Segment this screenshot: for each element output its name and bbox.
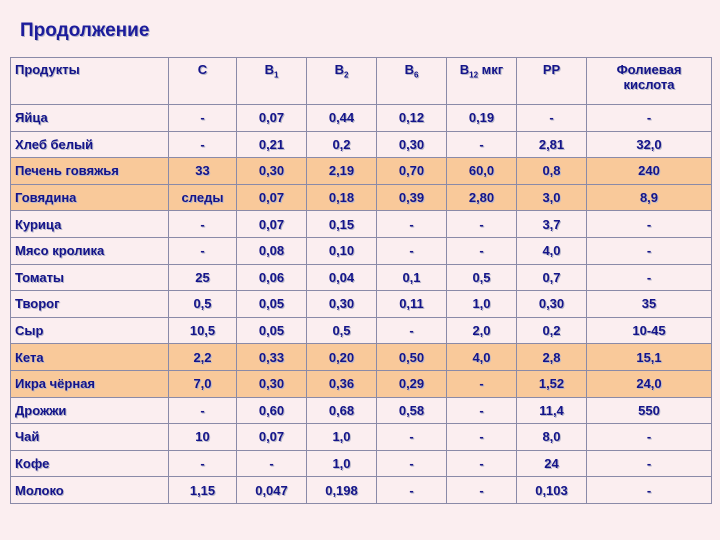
- header-b6-sub: 6: [413, 70, 419, 80]
- cell-folic: 10-45: [587, 317, 712, 344]
- cell-b12: 0,19: [447, 105, 517, 132]
- cell-b1: 0,30: [237, 370, 307, 397]
- cell-folic: -: [587, 211, 712, 238]
- cell-b6: 0,70: [377, 158, 447, 185]
- cell-b1: 0,05: [237, 291, 307, 318]
- cell-b2: 0,10: [307, 237, 377, 264]
- cell-b12: 0,5: [447, 264, 517, 291]
- cell-folic: 32,0: [587, 131, 712, 158]
- cell-folic: -: [587, 477, 712, 504]
- cell-folic: 24,0: [587, 370, 712, 397]
- cell-pp: 0,30: [517, 291, 587, 318]
- cell-b1: 0,60: [237, 397, 307, 424]
- table-row: [11, 237, 712, 264]
- cell-pp: 4,0: [517, 237, 587, 264]
- cell-pp: 0,103: [517, 477, 587, 504]
- cell-b6: 0,29: [377, 370, 447, 397]
- cell-b1: 0,047: [237, 477, 307, 504]
- cell-b12: -: [447, 477, 517, 504]
- cell-b1: -: [237, 450, 307, 477]
- cell-product: Творог: [11, 291, 169, 318]
- cell-b6: 0,12: [377, 105, 447, 132]
- table-row: [11, 450, 712, 477]
- cell-pp: 0,8: [517, 158, 587, 185]
- cell-c: 10: [169, 424, 237, 451]
- table-row: [11, 291, 712, 318]
- cell-product: Яйца: [11, 105, 169, 132]
- cell-b2: 0,198: [307, 477, 377, 504]
- cell-b12: -: [447, 211, 517, 238]
- cell-folic: 35: [587, 291, 712, 318]
- cell-c: 33: [169, 158, 237, 185]
- cell-b1: 0,07: [237, 211, 307, 238]
- cell-b2: 2,19: [307, 158, 377, 185]
- cell-product: Хлеб белый: [11, 131, 169, 158]
- header-b2: [307, 58, 377, 105]
- cell-b1: 0,30: [237, 158, 307, 185]
- cell-b12: 60,0: [447, 158, 517, 185]
- cell-folic: -: [587, 450, 712, 477]
- cell-product: Томаты: [11, 264, 169, 291]
- table-row: [11, 477, 712, 504]
- cell-b6: -: [377, 424, 447, 451]
- cell-pp: -: [517, 105, 587, 132]
- cell-b12: -: [447, 131, 517, 158]
- cell-b12: -: [447, 450, 517, 477]
- cell-c: 1,15: [169, 477, 237, 504]
- cell-folic: 240: [587, 158, 712, 185]
- cell-b6: -: [377, 450, 447, 477]
- table-row: [11, 211, 712, 238]
- cell-c: 10,5: [169, 317, 237, 344]
- cell-c: -: [169, 131, 237, 158]
- table-row: [11, 424, 712, 451]
- table-row: [11, 131, 712, 158]
- cell-b2: 0,44: [307, 105, 377, 132]
- cell-b12: -: [447, 370, 517, 397]
- cell-b12: 2,0: [447, 317, 517, 344]
- header-product: Продукты: [11, 58, 169, 105]
- cell-b2: 0,5: [307, 317, 377, 344]
- cell-product: Печень говяжья: [11, 158, 169, 185]
- cell-b1: 0,21: [237, 131, 307, 158]
- cell-pp: 11,4: [517, 397, 587, 424]
- header-b6-letter: B: [404, 62, 414, 77]
- cell-folic: -: [587, 237, 712, 264]
- cell-c: 2,2: [169, 344, 237, 371]
- cell-b6: 0,58: [377, 397, 447, 424]
- cell-folic: -: [587, 264, 712, 291]
- cell-b2: 1,0: [307, 450, 377, 477]
- cell-b1: 0,33: [237, 344, 307, 371]
- header-folic-line2: кислота: [623, 77, 675, 92]
- cell-product: Дрожжи: [11, 397, 169, 424]
- cell-folic: -: [587, 105, 712, 132]
- cell-product: Икра чёрная: [11, 370, 169, 397]
- cell-b6: 0,30: [377, 131, 447, 158]
- cell-pp: 2,8: [517, 344, 587, 371]
- table-row: [11, 370, 712, 397]
- cell-product: Курица: [11, 211, 169, 238]
- cell-folic: 15,1: [587, 344, 712, 371]
- cell-b2: 0,36: [307, 370, 377, 397]
- cell-b12: 2,80: [447, 184, 517, 211]
- cell-pp: 0,2: [517, 317, 587, 344]
- cell-pp: 2,81: [517, 131, 587, 158]
- header-b12-sub: 12: [469, 70, 479, 80]
- cell-pp: 8,0: [517, 424, 587, 451]
- table-row: [11, 264, 712, 291]
- cell-b6: 0,1: [377, 264, 447, 291]
- cell-b2: 0,18: [307, 184, 377, 211]
- cell-c: -: [169, 450, 237, 477]
- header-row: [11, 58, 712, 105]
- header-b12-letter: B: [459, 62, 470, 77]
- cell-b1: 0,07: [237, 424, 307, 451]
- cell-product: Чай: [11, 424, 169, 451]
- cell-b2: 1,0: [307, 424, 377, 451]
- cell-c: 7,0: [169, 370, 237, 397]
- cell-pp: 1,52: [517, 370, 587, 397]
- cell-c: -: [169, 397, 237, 424]
- cell-b6: -: [377, 477, 447, 504]
- cell-b2: 0,30: [307, 291, 377, 318]
- cell-b2: 0,20: [307, 344, 377, 371]
- cell-b1: 0,08: [237, 237, 307, 264]
- cell-c: -: [169, 105, 237, 132]
- cell-product: Сыр: [11, 317, 169, 344]
- cell-b6: 0,39: [377, 184, 447, 211]
- cell-product: Говядина: [11, 184, 169, 211]
- header-folic: [587, 58, 712, 105]
- table-row: [11, 184, 712, 211]
- cell-product: Кофе: [11, 450, 169, 477]
- cell-b2: 0,2: [307, 131, 377, 158]
- header-b1: [237, 58, 307, 105]
- header-b2-sub: 2: [343, 70, 349, 80]
- cell-product: Кета: [11, 344, 169, 371]
- cell-b12: 4,0: [447, 344, 517, 371]
- cell-folic: -: [587, 424, 712, 451]
- cell-c: -: [169, 237, 237, 264]
- table-row: [11, 344, 712, 371]
- cell-b6: -: [377, 237, 447, 264]
- table-row: [11, 105, 712, 132]
- cell-b6: 0,11: [377, 291, 447, 318]
- cell-b1: 0,05: [237, 317, 307, 344]
- cell-b1: 0,07: [237, 105, 307, 132]
- cell-b6: -: [377, 211, 447, 238]
- cell-b6: -: [377, 317, 447, 344]
- header-b12: [447, 58, 517, 105]
- cell-c: 25: [169, 264, 237, 291]
- cell-b1: 0,06: [237, 264, 307, 291]
- cell-folic: 8,9: [587, 184, 712, 211]
- page-title: Продолжение: [20, 20, 150, 41]
- header-folic-line1: Фолиевая: [616, 62, 682, 77]
- cell-b6: 0,50: [377, 344, 447, 371]
- cell-b12: -: [447, 424, 517, 451]
- cell-c: 0,5: [169, 291, 237, 318]
- table-row: [11, 317, 712, 344]
- header-b1-sub: 1: [273, 70, 279, 80]
- cell-pp: 24: [517, 450, 587, 477]
- cell-c: следы: [169, 184, 237, 211]
- cell-folic: 550: [587, 397, 712, 424]
- cell-pp: 3,0: [517, 184, 587, 211]
- cell-b12: 1,0: [447, 291, 517, 318]
- table-row: [11, 397, 712, 424]
- header-b12-unit: мкг: [478, 62, 504, 77]
- cell-c: -: [169, 211, 237, 238]
- table-row: [11, 158, 712, 185]
- header-b6: [377, 58, 447, 105]
- table-body: [11, 105, 712, 504]
- cell-b12: -: [447, 237, 517, 264]
- cell-pp: 3,7: [517, 211, 587, 238]
- header-b2-letter: B: [334, 62, 344, 77]
- cell-b1: 0,07: [237, 184, 307, 211]
- cell-b2: 0,15: [307, 211, 377, 238]
- cell-product: Мясо кролика: [11, 237, 169, 264]
- header-pp: PP: [517, 58, 587, 105]
- cell-b2: 0,04: [307, 264, 377, 291]
- cell-pp: 0,7: [517, 264, 587, 291]
- header-c: C: [169, 58, 237, 105]
- vitamin-table: [10, 57, 712, 504]
- header-b1-letter: B: [264, 62, 274, 77]
- cell-b12: -: [447, 397, 517, 424]
- cell-b2: 0,68: [307, 397, 377, 424]
- cell-product: Молоко: [11, 477, 169, 504]
